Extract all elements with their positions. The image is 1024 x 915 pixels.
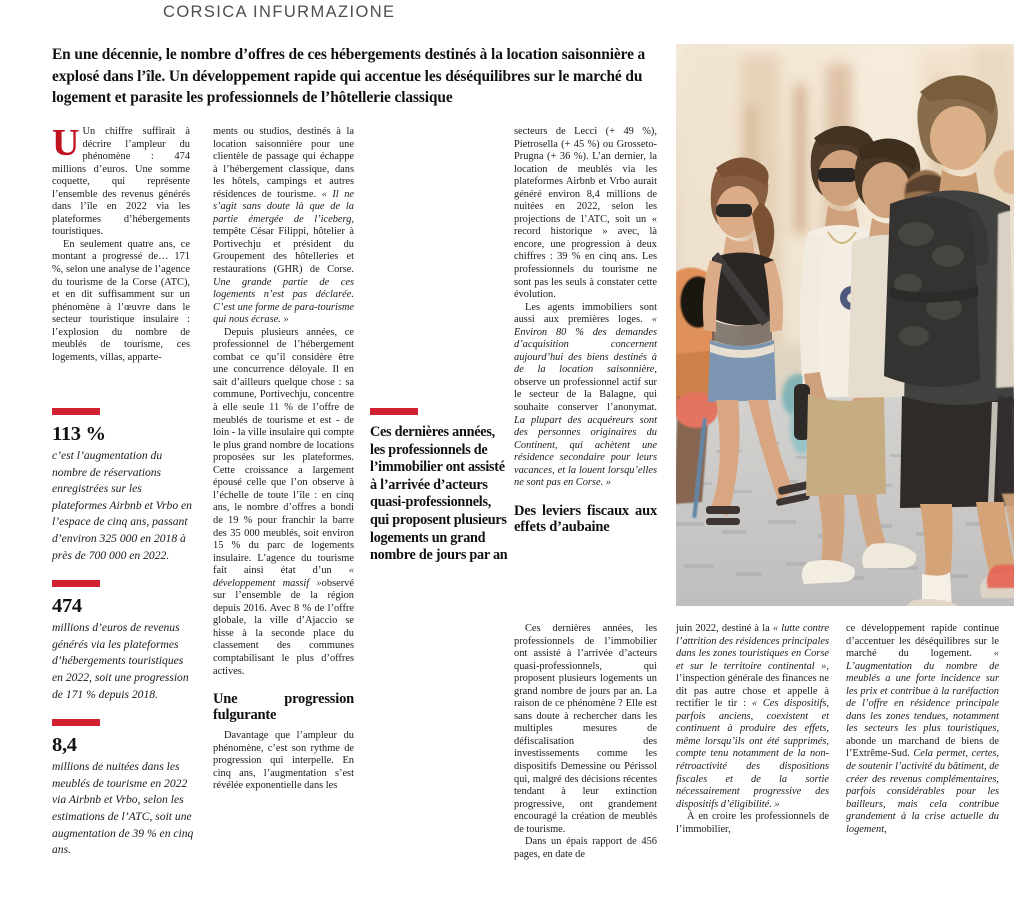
attribution-text: observe un professionnel actif sur le secteur de la Balagne, qui souhaite conserver l’anonymat. <box>514 376 657 414</box>
attribution-text: tempête César Filippi, hôtelier à Portivechju et président du Groupement des hôtelleries et restaurations (GHR) de Corse. <box>213 226 354 276</box>
quote-text: « Ces dispositifs, parfois anciens, coexistent et continuent à produire des effets, même lorsqu’ils ont été supprimés, compte tenu notamment de la non-rétroactivité des dispositions fiscales et de la sortie nécessairement progressive des dispositifs d’éligibilité. » <box>676 698 829 810</box>
red-rule <box>52 719 100 726</box>
paragraph <box>846 623 999 836</box>
paragraph-text: observé sur l’ensemble de la région depuis 2016. Avec 8 % de l’offre globale, la ville d’Ajaccio se hisse à la seconde place du classement des communes comptabilisant le plus d’offres actives. <box>213 577 354 677</box>
paragraph <box>213 126 354 327</box>
key-figures <box>52 408 194 875</box>
quote-text: « Environ 80 % des demandes d’acquisition concernent aujourd’hui des biens destinés à de la location saisonnière, <box>514 314 657 376</box>
masthead-title: CORSICA INFURMAZIONE <box>163 3 396 21</box>
figure-number: 113 % <box>52 423 106 445</box>
pull-quote <box>370 408 510 565</box>
article-column-2 <box>213 126 354 793</box>
figure-number: 8,4 <box>52 734 77 757</box>
attribution-text: abonde un marchand de biens de l’Extrême-Sud. <box>846 735 999 760</box>
quote-text: « développement massif » <box>213 565 354 589</box>
key-figure <box>52 719 194 859</box>
figure-description: millions d’euros de revenus générés via les plateformes d’hébergements touristiques en 2022, soit une progression de 171 % depuis 2018. <box>52 621 189 701</box>
red-rule <box>52 408 100 415</box>
photo-illustration <box>676 44 1014 606</box>
figure-description: c’est l’augmentation du nombre de réservations enregistrées sur les plateformes Airbnb et Vrbo en l’espace de cinq ans, passant d’environ 325 000 en 2018 à près de 700 000 en 2022. <box>52 449 192 562</box>
paragraph-text: ments ou studios, destinés à la location saisonnière pour une clientèle de passage qui échappe à l’hébergement classique, dans les hôtels, campings et autres résidences de tourisme. <box>213 126 354 200</box>
article-column-4-top <box>514 126 657 542</box>
drop-cap: U <box>52 122 80 164</box>
article-column-5 <box>676 623 829 836</box>
figure-number: 474 <box>52 595 82 618</box>
paragraph-text: ce développement rapide continue d’accentuer les déséquilibres sur le marché du logement. <box>846 623 999 660</box>
paragraph <box>213 327 354 678</box>
article-column-1 <box>52 122 190 364</box>
section-heading: Une progression fulgurante <box>213 691 354 724</box>
quote-text: Une grande partie de ces logements n’est pas déclarée. C’est une forme de para-tourisme qui nous écrase. » <box>213 276 354 326</box>
article-column-6 <box>846 623 999 836</box>
paragraph <box>676 623 829 811</box>
pull-quote-text: Ces dernières années, les professionnels de l’immobilier ont assisté à l’arrivée d’acteurs quasi-professionnels, qui proposent plusieurs logements un grand nombre de jours par an <box>370 424 508 564</box>
paragraph-text: , l’inspection générale des finances ne dit pas autre chose et appelle à rectifier le tir : <box>676 660 829 710</box>
quote-text: La plupart des acquéreurs sont des personnes originaires du Continent, qui achètent une résidence secondaire pour leurs vacances, et la louent lorsqu’elles ne sont pas en Corse. » <box>514 414 657 489</box>
paragraph: secteurs de Lecci (+ 49 %), Pietrosella (+ 45 %) ou Grosseto-Prugna (+ 36 %). L’an dernier, la location de meublés via les plateformes Airbnb et Vrbo aurait généré environ 8,4 millions de nuitées en 2022, selon les projections de l’ATC, soit un « record historique » avec, là encore, une progression à deux chiffres : 39 % en cinq ans. Les professionnels du tourisme ne sont pas les seuls à constater cette évolution. <box>514 126 657 301</box>
paragraph-text: Les agents immobiliers sont aussi aux premières loges. <box>514 301 657 326</box>
paragraph: À en croire les professionnels de l’immobilier, <box>676 811 829 835</box>
key-figure <box>52 580 194 703</box>
quote-text: « Il ne s’agit sans doute là que de la partie émergée de l’iceberg, <box>213 188 354 225</box>
paragraph-text: juin 2022, destiné à la <box>676 623 773 634</box>
paragraph: Davantage que l’ampleur du phénomène, c’est son rythme de progression qui interpelle. En cinq ans, l’augmentation s’est révélée exponentielle dans les <box>213 730 354 792</box>
paragraph <box>514 302 657 490</box>
paragraph-text: Depuis plusieurs années, ce professionnel de l’hébergement combat ce qu’il considère être une concurrence déloyale. Il en sait d’ailleurs quelque chose : sa commune, Portivechju, concentre à elle seule 11 % de l’offre de meublés de tourisme et est - de loin - la ville insulaire qui compte le plus grand nombre de locations proposées sur les plateformes. Cette croissance a largement épousé celle que l’on observe à l’échelle de toute l’île : en cinq ans, le nombre d’offres a bondi de 19 % pour franchir la barre des 35 000 meublés, soit environ 15 % du parc de logements insulaire. L’agence du tourisme fait ainsi état d’un <box>213 326 354 577</box>
article-photo <box>676 44 1014 606</box>
key-figure <box>52 408 194 564</box>
masthead <box>0 0 1024 34</box>
paragraph: Dans un épais rapport de 456 pages, en date de <box>514 836 657 860</box>
article-column-4-bottom <box>514 623 657 861</box>
section-heading: Des leviers fiscaux aux effets d’aubaine <box>514 502 657 535</box>
standfirst: En une décennie, le nombre d’offres de ces hébergements destinés à la location saisonnière a explosé dans l’île. Un développement rapide qui accentue les déséquilibres sur le marché du logement et parasite les professionnels de l’hôtellerie classique <box>52 46 646 106</box>
quote-text: « L’augmentation du nombre de meublés a une forte incidence sur les prix et contribue à la raréfaction de l’offre en résidence principale dans les zones tendues, notamment les secteurs les plus touristiques, <box>846 648 999 735</box>
paragraph: Ces dernières années, les professionnels de l’immobilier ont assisté à l’arrivée d’acteurs quasi-professionnels, qui proposent plusieurs logements un grand nombre de jours par an. La raison de ce phénomène ? Elle est sans doute à rechercher dans les multiples mesures de défiscalisation des investissements comme les dispositifs Demessine ou Périssol qui, malgré des décisions récentes tendant à leur extinction progressive, ont grandement encouragé la création de meublés de tourisme. <box>514 623 657 835</box>
paragraph-text: Un chiffre suffirait à décrire l’ampleur du phénomène : 474 millions d’euros. Une somme coquette, qui représente l’ensemble des revenus générés dans l’île en 2022 via les plateformes d’hébergements touristiques. <box>52 126 190 238</box>
quote-text: « lutte contre l’attrition des résidences principales dans les zones touristiques en Corse et sur le territoire continental » <box>676 623 829 672</box>
figure-description: millions de nuitées dans les meublés de tourisme en 2022 via Airbnb et Vrbo, selon les estimations de l’ATC, soit une augmentation de 39 % en cinq ans. <box>52 760 194 857</box>
paragraph <box>52 122 190 239</box>
paragraph: En seulement quatre ans, ce montant a progressé de… 171 %, selon une analyse de l’agence du tourisme de la Corse (ATC), et en dit suffisamment sur un phénomène à l’œuvre dans le secteur touristique insulaire : l’explosion du nombre de meublés de tourisme, ces logements, villas, apparte- <box>52 238 190 363</box>
red-rule <box>52 580 100 587</box>
red-rule <box>370 408 418 415</box>
quote-text: Cela permet, certes, de soutenir l’activité du bâtiment, de créer des revenus complémentaires, parfois considérables pour les bailleurs, mais cela contribue grandement à la crise actuelle du logement, <box>846 748 999 835</box>
